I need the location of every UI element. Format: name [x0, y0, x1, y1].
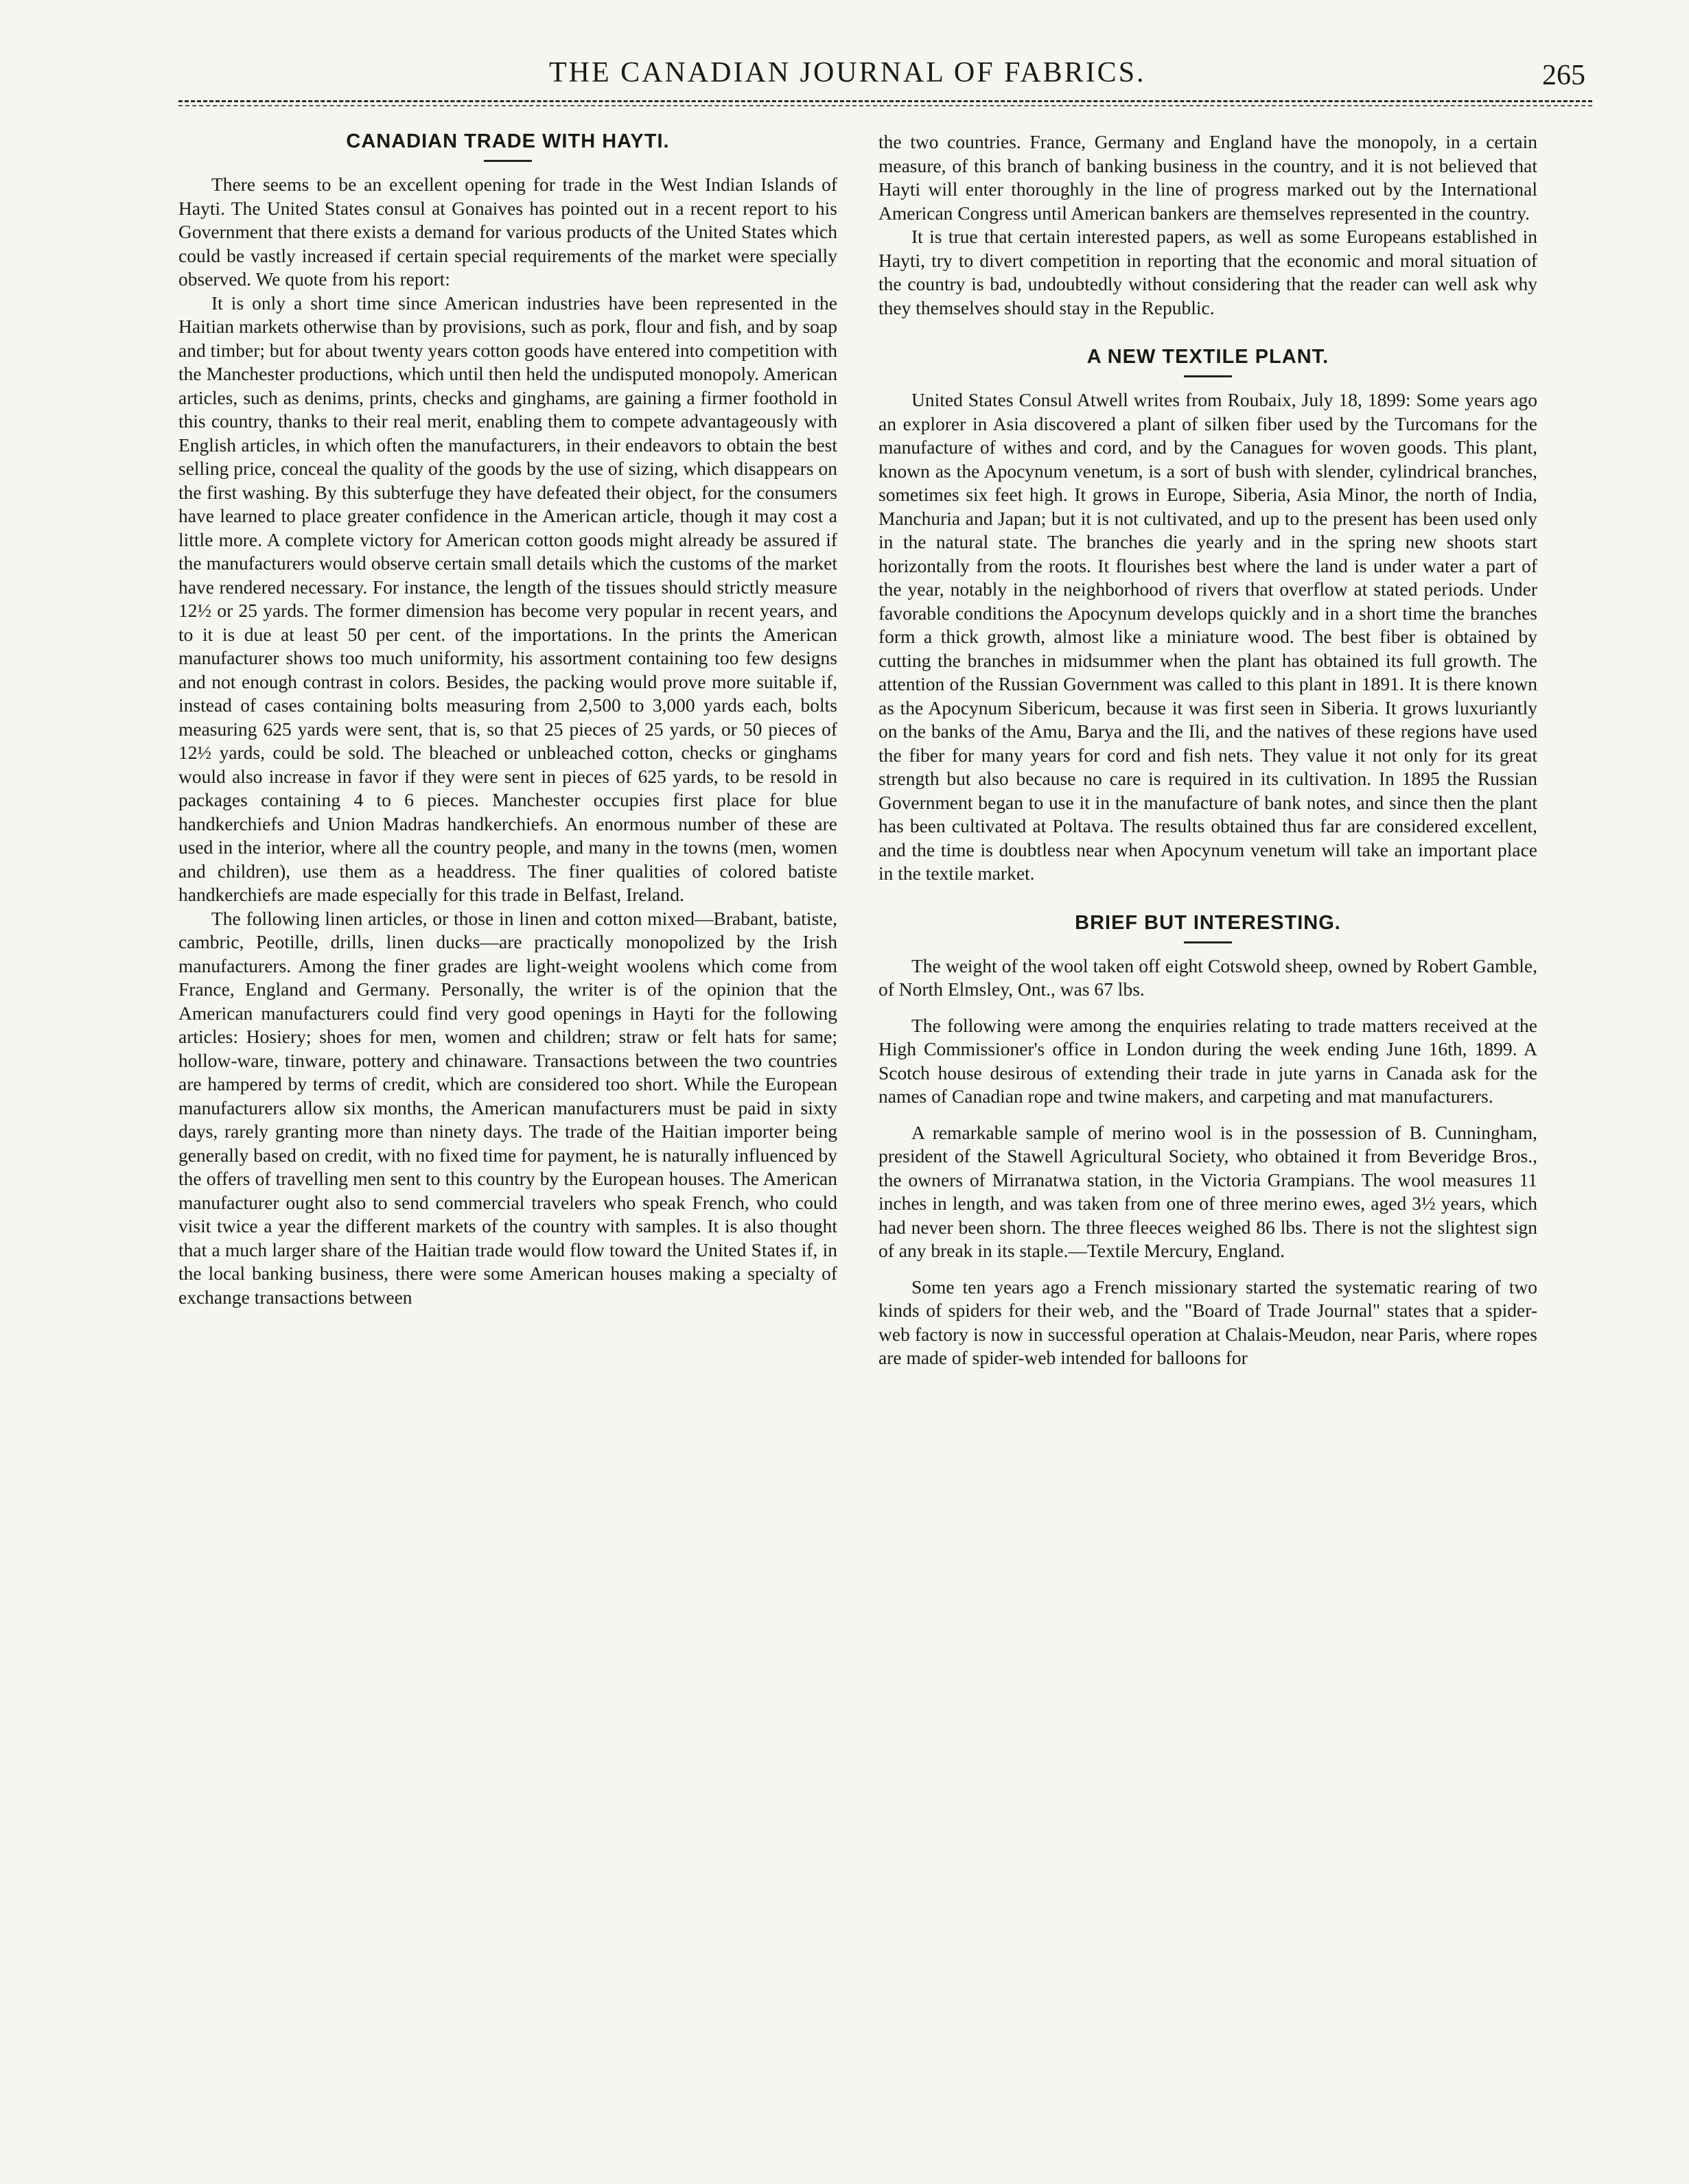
header-rule	[178, 100, 1592, 106]
article-paragraph: A remarkable sample of merino wool is in the possession of B. Cunningham, president of the Stawell Agricultural Society, who obtained it from Beveridge Bros., the owners of Mirranatwa station, in the Victoria Grampians. The wool measures 11 inches in length, and was taken from one of three merino ewes, aged 3½ years, which had never been shorn. The three fleeces weighed 86 lbs. There is not the slightest sign of any break in its staple.—Textile Mercury, England.	[878, 1121, 1537, 1261]
article-brief-but-interesting	[878, 912, 1537, 1370]
article-new-textile-plant	[878, 346, 1537, 886]
article-title: BRIEF BUT INTERESTING.	[1075, 911, 1341, 934]
article-title: A NEW TEXTILE PLANT.	[1086, 346, 1329, 368]
running-head	[178, 56, 1592, 104]
article-title: CANADIAN TRADE WITH HAYTI.	[346, 130, 670, 152]
title-rule	[484, 160, 532, 162]
article-canadian-trade-with-hayti	[178, 130, 837, 1309]
page-number: 265	[1542, 60, 1585, 91]
article-paragraph: The following linen articles, or those in linen and cotton mixed—Brabant, batiste, cambric, Peotille, drills, linen ducks—are practically monopolized by the Irish manufacturers. Among the finer grades are light-weight woolens which come from France, England and Germany. Personally, the writer is of the opinion that the American manufacturers could find very good openings in Hayti for the following articles: Hosiery; shoes for men, women and children; straw or felt hats for same; hollow-ware, tinware, pottery and chinaware. Transactions between the two countries are hampered by terms of credit, which are considered too short. While the European manufacturers allow six months, the American manufacturers must be paid in sixty days, rarely granting more than ninety days. The trade of the Haitian importer being generally based on credit, with no fixed time for payment, he is naturally influenced by the offers of travelling men sent to this country by the European houses. The American manufacturer ought also to send commercial travelers who speak French, who could visit twice a year the different markets of the country with samples. It is also thought that a much larger share of the Haitian trade would flow toward the United States if, in the local banking business, there were some American houses making a specialty of exchange transactions between	[178, 907, 837, 1308]
right-column	[878, 130, 1537, 2120]
left-column	[178, 130, 837, 2120]
article-paragraph: the two countries. France, Germany and England have the monopoly, in a certain measure, of this branch of banking business in the country, and it is not believed that Hayti will enter thoroughly in the line of progress marked out by the International American Congress until American bankers are themselves represented in the country.	[878, 131, 1537, 224]
title-rule	[1184, 941, 1232, 943]
article-hayti-continued	[878, 130, 1537, 320]
article-paragraph: United States Consul Atwell writes from Roubaix, July 18, 1899: Some years ago an explorer in Asia discovered a plant of silken fiber used by the Turcomans for the manufacture of withes and cord, and by the Canagues for woven goods. This plant, known as the Apocynum venetum, is a sort of bush with slender, cylindrical branches, sometimes six feet high. It grows in Europe, Siberia, Asia Minor, the north of India, Manchuria and Japan; but it is not cultivated, and up to the present has been used only in the natural state. The branches die yearly and in the spring new shoots start horizontally from the roots. It flourishes best where the land is under water a part of the year, notably in the neighborhood of rivers that overflow at stated periods. Under favorable conditions the Apocynum develops quickly and in a short time the branches form a thick growth, almost like a miniature wood. The best fiber is obtained by cutting the branches in midsummer when the plant has obtained its full growth. The attention of the Russian Government was called to this plant in 1891. It is there known as the Apocynum Sibericum, because it was first seen in Siberia. It grows luxuriantly on the banks of the Amu, Barya and the Ili, and the natives of these regions have used the fiber for many years for cord and fish nets. They value it not only for its great strength but also because no care is required in its cultivation. In 1895 the Russian Government began to use it in the manufacture of bank notes, and since then the plant has been cultivated at Poltava. The results obtained thus far are considered excellent, and the time is doubtless near when Apocynum venetum will take an important place in the textile market.	[878, 389, 1537, 884]
article-paragraph: It is only a short time since American industries have been represented in the Haitian markets otherwise than by provisions, such as pork, flour and fish, and by soap and timber; but for about twenty years cotton goods have entered into competition with the Manchester productions, which until then held the undisputed monopoly. American articles, such as denims, prints, checks and ginghams, are gaining a firmer foothold in this country, thanks to their real merit, enabling them to compete advantageously with English articles, in which often the manufacturers, in their endeavors to obtain the best selling price, conceal the quality of the goods by the use of sizing, which disappears on the first washing. By this subterfuge they have defeated their object, for the consumers have learned to place greater confidence in the American article, though it may cost a little more. A complete victory for American cotton goods might already be assured if the manufacturers would observe certain small details which the customs of the market have rendered necessary. For instance, the length of the tissues should strictly measure 12½ or 25 yards. The former dimension has become very popular in recent years, and to it is due at least 50 per cent. of the importations. In the prints the American manufacturer shows too much uniformity, his assortment containing too few designs and not enough contrast in colors. Besides, the packing would prove more suitable if, instead of cases containing bolts measuring from 2,500 to 3,000 yards each, bolts measuring 625 yards were sent, that is, so that 25 pieces of 25 yards, or 50 pieces of 12½ yards, could be sold. The bleached or unbleached cotton, checks or ginghams would also increase in favor if they were sent in pieces of 625 yards, to be resold in packages containing 4 to 6 pieces. Manchester occupies first place for blue handkerchiefs and Union Madras handkerchiefs. An enormous number of these are used in the interior, where all the country people, and many in the towns (men, women and children), use them as a headdress. The finer qualities of colored batiste handkerchiefs are made especially for this trade in Belfast, Ireland.	[178, 292, 837, 905]
article-paragraph: The following were among the enquiries relating to trade matters received at the High Commissioner's office in London during the week ending June 16th, 1899. A Scotch house desirous of extending their trade in jute yarns in Canada ask for the names of Canadian rope and twine makers, and carpeting and mat manufacturers.	[878, 1014, 1537, 1107]
journal-title: THE CANADIAN JOURNAL OF FABRICS.	[549, 57, 1146, 89]
article-paragraph: Some ten years ago a French missionary started the systematic rearing of two kinds of spiders for their web, and the "Board of Trade Journal" states that a spider-web factory is now in successful operation at Chalais-Meudon, near Paris, where ropes are made of spider-web intended for balloons for	[878, 1276, 1537, 1368]
article-paragraph: The weight of the wool taken off eight Cotswold sheep, owned by Robert Gamble, of North Elmsley, Ont., was 67 lbs.	[878, 954, 1537, 1000]
article-paragraph: There seems to be an excellent opening for trade in the West Indian Islands of Hayti. The United States consul at Gonaives has pointed out in a recent report to his Government that there exists a demand for various products of the United States which could be vastly increased if certain special requirements of the market were specially observed. We quote from his report:	[178, 174, 837, 290]
article-paragraph: It is true that certain interested papers, as well as some Europeans established in Hayti, try to divert competition in reporting that the economic and moral situation of the country is bad, undoubtedly without considering that the reader can well ask why they themselves should stay in the Republic.	[878, 226, 1537, 318]
title-rule	[1184, 375, 1232, 377]
